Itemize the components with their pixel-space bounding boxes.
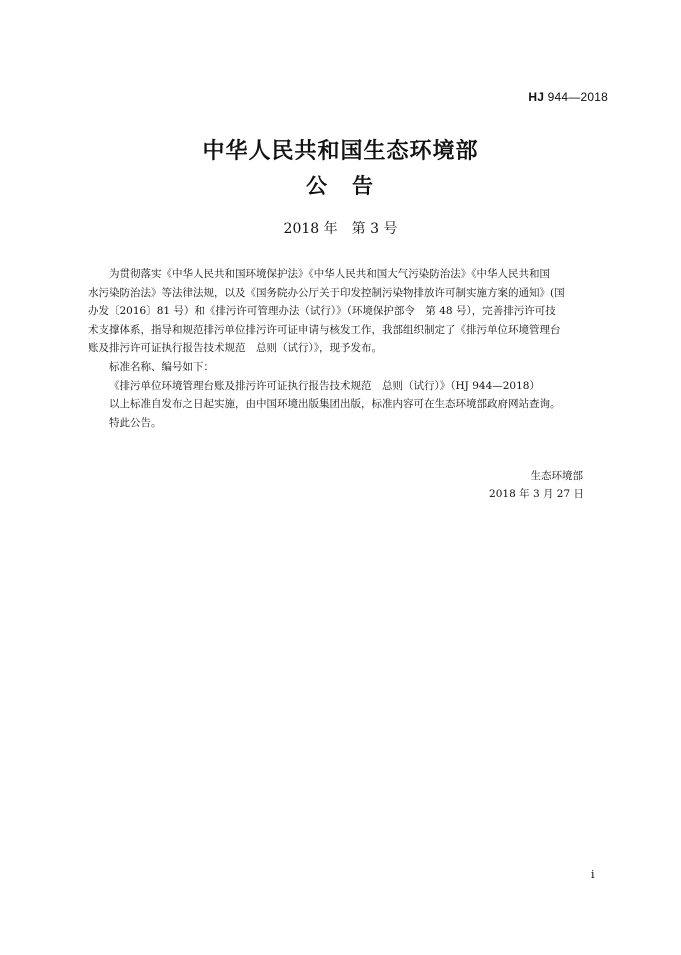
page-title: 中华人民共和国生态环境部	[202, 139, 479, 164]
standard-number: 944—2018	[544, 90, 608, 104]
standard-item: 《排污单位环境管理台账及排污许可证执行报告技术规范 总则（试行）》（HJ 944—2018）	[109, 379, 540, 392]
standard-intro: 标准名称、编号如下：	[109, 360, 214, 373]
standard-prefix: HJ	[528, 90, 545, 104]
paragraph-line: 办发〔2016〕81 号）和《排污许可管理办法（试行）》（环境保护部令 第 48 号），完善排污许可技	[88, 305, 556, 318]
paragraph-line: 为贯彻落实《中华人民共和国环境保护法》《中华人民共和国大气污染防治法》《中华人民共和国	[109, 268, 550, 280]
closing-line: 特此公告。	[109, 416, 162, 429]
paragraph-line: 账及排污许可证执行报告技术规范 总则（试行）》，现予发布。	[88, 342, 382, 355]
paragraph-line: 术支撑体系，指导和规范排污单位排污许可证申请与核发工作，我部组织制定了《排污单位环境管理台	[88, 323, 561, 336]
issue-number: 2018 年 第 3 号	[283, 221, 398, 237]
announcement-heading: 公 告	[306, 174, 375, 198]
signature-date: 2018 年 3 月 27 日	[489, 488, 584, 500]
page-number: i	[591, 868, 595, 881]
implementation-note: 以上标准自发布之日起实施，由中国环境出版集团出版，标准内容可在生态环境部政府网站查询。	[109, 398, 561, 411]
signature-organization: 生态环境部	[530, 470, 583, 482]
announcement-body	[88, 265, 608, 432]
standard-code	[528, 90, 608, 104]
paragraph-line: 水污染防治法》等法律法规，以及《国务院办公厅关于印发控制污染物排放许可制实施方案的通知》(国	[88, 286, 565, 299]
